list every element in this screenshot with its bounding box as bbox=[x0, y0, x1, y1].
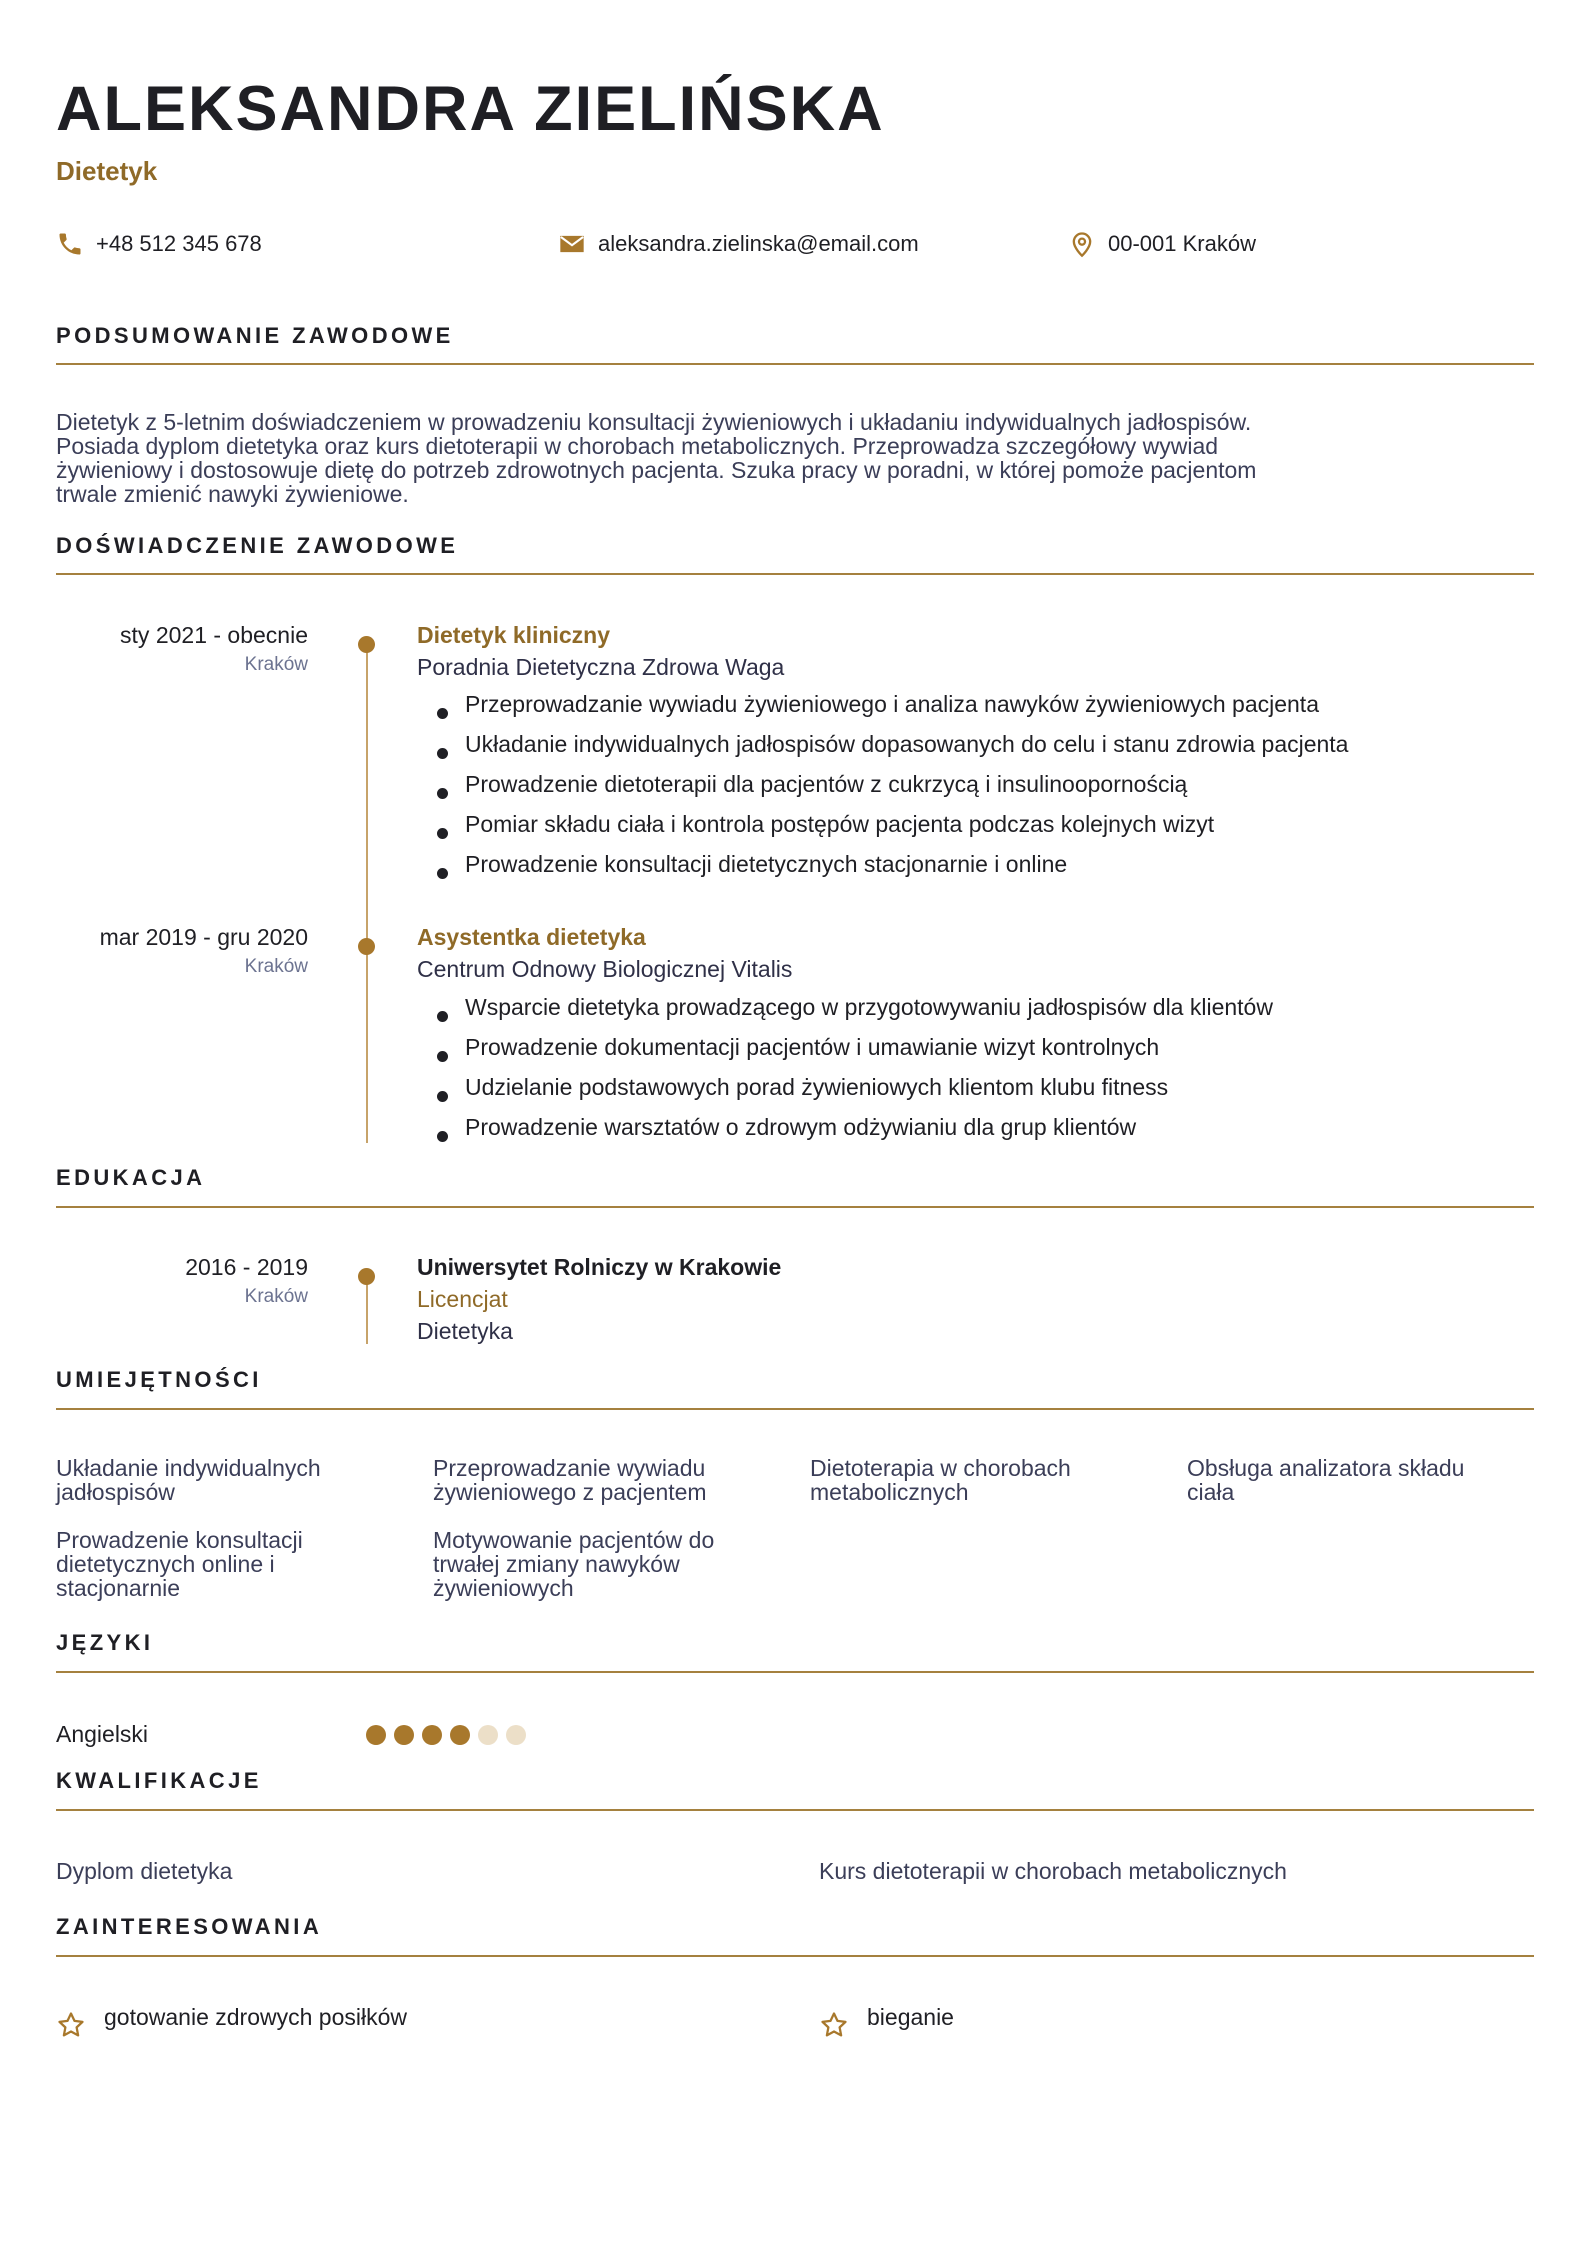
interest-label: bieganie bbox=[867, 2004, 954, 2030]
level-dot-empty bbox=[478, 1725, 498, 1745]
job-company: Centrum Odnowy Biologicznej Vitalis bbox=[417, 956, 793, 982]
education-school: Uniwersytet Rolniczy w Krakowie bbox=[417, 1254, 782, 1280]
job-date: mar 2019 - gru 2020 bbox=[99, 924, 308, 950]
skill-line: dietetycznych online i bbox=[56, 1551, 275, 1577]
level-dot-filled bbox=[422, 1725, 442, 1745]
summary-line: trwale zmienić nawyki żywieniowe. bbox=[56, 481, 409, 507]
education-degree: Licencjat bbox=[417, 1286, 508, 1312]
skill-line: Obsługa analizatora składu bbox=[1187, 1455, 1465, 1481]
job-company: Poradnia Dietetyczna Zdrowa Waga bbox=[417, 654, 785, 680]
interest-item bbox=[819, 2002, 954, 2040]
section-divider bbox=[56, 1671, 1534, 1673]
education-date: 2016 - 2019 bbox=[185, 1254, 308, 1280]
summary-line: Posiada dyplom dietetyka oraz kurs dietoterapii w chorobach metabolicznych. Przeprowadza szczegółowy wywiad bbox=[56, 433, 1219, 459]
education-location: Kraków bbox=[244, 1286, 308, 1307]
skill-item bbox=[810, 1456, 1150, 1504]
phone-text: +48 512 345 678 bbox=[96, 231, 262, 256]
section-title-summary: PODSUMOWANIE ZAWODOWE bbox=[56, 323, 454, 348]
skill-line: trwałej zmiany nawyków bbox=[433, 1551, 680, 1577]
language-name: Angielski bbox=[56, 1721, 149, 1747]
skill-line: Prowadzenie konsultacji bbox=[56, 1527, 303, 1553]
language-level-dots bbox=[366, 1725, 526, 1745]
level-dot-filled bbox=[366, 1725, 386, 1745]
job-duty: Przeprowadzanie wywiadu żywieniowego i analiza nawyków żywieniowych pacjenta bbox=[417, 689, 1348, 729]
interest-item bbox=[56, 2002, 407, 2040]
skill-item bbox=[433, 1528, 773, 1600]
contact-location bbox=[1068, 226, 1256, 262]
star-outline-icon bbox=[819, 2010, 849, 2040]
timeline-dot bbox=[358, 1268, 375, 1285]
section-title-qualifications: KWALIFIKACJE bbox=[56, 1768, 262, 1793]
skill-line: Przeprowadzanie wywiadu bbox=[433, 1455, 706, 1481]
job-location: Kraków bbox=[244, 654, 308, 675]
section-title-education: EDUKACJA bbox=[56, 1165, 206, 1190]
skill-item bbox=[433, 1456, 773, 1504]
job-location: Kraków bbox=[244, 956, 308, 977]
job-duty: Prowadzenie dietoterapii dla pacjentów z cukrzycą i insulinoopornością bbox=[417, 769, 1348, 809]
summary-line: żywieniowy i dostosowuje dietę do potrzeb zdrowotnych pacjenta. Szuka pracy w poradni, w której pomoże pacjentom bbox=[56, 457, 1257, 483]
section-divider bbox=[56, 1408, 1534, 1410]
skill-item bbox=[56, 1528, 396, 1600]
summary-text bbox=[56, 410, 1526, 506]
email-text: aleksandra.zielinska@email.com bbox=[598, 231, 919, 256]
education-field: Dietetyka bbox=[417, 1318, 513, 1344]
section-title-interests: ZAINTERESOWANIA bbox=[56, 1914, 323, 1939]
job-title: Dietetyk kliniczny bbox=[417, 622, 611, 648]
qualification-item: Dyplom dietetyka bbox=[56, 1858, 233, 1884]
phone-icon bbox=[56, 230, 84, 258]
job-duty: Prowadzenie konsultacji dietetycznych stacjonarnie i online bbox=[417, 849, 1348, 889]
skill-line: Motywowanie pacjentów do bbox=[433, 1527, 715, 1553]
candidate-role: Dietetyk bbox=[56, 156, 158, 186]
level-dot-filled bbox=[450, 1725, 470, 1745]
section-divider bbox=[56, 573, 1534, 575]
summary-line: Dietetyk z 5-letnim doświadczeniem w prowadzeniu konsultacji żywieniowych i układaniu indywidualnych jadłospisów. bbox=[56, 409, 1252, 435]
star-outline-icon bbox=[56, 2010, 86, 2040]
job-duty: Układanie indywidualnych jadłospisów dopasowanych do celu i stanu zdrowia pacjenta bbox=[417, 729, 1348, 769]
envelope-icon bbox=[558, 230, 586, 258]
interest-label: gotowanie zdrowych posiłków bbox=[104, 2004, 407, 2030]
section-title-experience: DOŚWIADCZENIE ZAWODOWE bbox=[56, 533, 459, 558]
candidate-name: ALEKSANDRA ZIELIŃSKA bbox=[56, 74, 885, 144]
job-duties bbox=[417, 992, 1273, 1152]
section-divider bbox=[56, 363, 1534, 365]
resume-page bbox=[56, 0, 1534, 2246]
skill-line: jadłospisów bbox=[56, 1479, 175, 1505]
location-pin-icon bbox=[1068, 230, 1096, 258]
timeline-dot bbox=[358, 938, 375, 955]
level-dot-empty bbox=[506, 1725, 526, 1745]
job-title: Asystentka dietetyka bbox=[417, 924, 646, 950]
job-date: sty 2021 - obecnie bbox=[120, 622, 308, 648]
skill-line: Układanie indywidualnych bbox=[56, 1455, 321, 1481]
location-text: 00-001 Kraków bbox=[1108, 231, 1256, 256]
skill-item bbox=[1187, 1456, 1527, 1504]
qualification-item: Kurs dietoterapii w chorobach metabolicznych bbox=[819, 1858, 1287, 1884]
skill-line: stacjonarnie bbox=[56, 1575, 181, 1601]
section-title-languages: JĘZYKI bbox=[56, 1630, 154, 1655]
job-duty: Udzielanie podstawowych porad żywieniowych klientom klubu fitness bbox=[417, 1072, 1273, 1112]
skill-line: żywieniowych bbox=[433, 1575, 574, 1601]
education-timeline bbox=[366, 1276, 368, 1344]
job-duty: Prowadzenie warsztatów o zdrowym odżywianiu dla grup klientów bbox=[417, 1112, 1273, 1152]
timeline-dot bbox=[358, 636, 375, 653]
job-duty: Prowadzenie dokumentacji pacjentów i umawianie wizyt kontrolnych bbox=[417, 1032, 1273, 1072]
contact-phone bbox=[56, 226, 262, 262]
contact-email bbox=[558, 226, 919, 262]
level-dot-filled bbox=[394, 1725, 414, 1745]
section-divider bbox=[56, 1955, 1534, 1957]
job-duties bbox=[417, 689, 1348, 889]
skill-line: żywieniowego z pacjentem bbox=[433, 1479, 707, 1505]
job-duty: Pomiar składu ciała i kontrola postępów pacjenta podczas kolejnych wizyt bbox=[417, 809, 1348, 849]
experience-timeline bbox=[366, 645, 368, 1143]
job-duty: Wsparcie dietetyka prowadzącego w przygotowywaniu jadłospisów dla klientów bbox=[417, 992, 1273, 1032]
section-divider bbox=[56, 1809, 1534, 1811]
section-divider bbox=[56, 1206, 1534, 1208]
skill-line: metabolicznych bbox=[810, 1479, 969, 1505]
skill-item bbox=[56, 1456, 396, 1504]
skill-line: Dietoterapia w chorobach bbox=[810, 1455, 1071, 1481]
section-title-skills: UMIEJĘTNOŚCI bbox=[56, 1367, 262, 1392]
skill-line: ciała bbox=[1187, 1479, 1235, 1505]
